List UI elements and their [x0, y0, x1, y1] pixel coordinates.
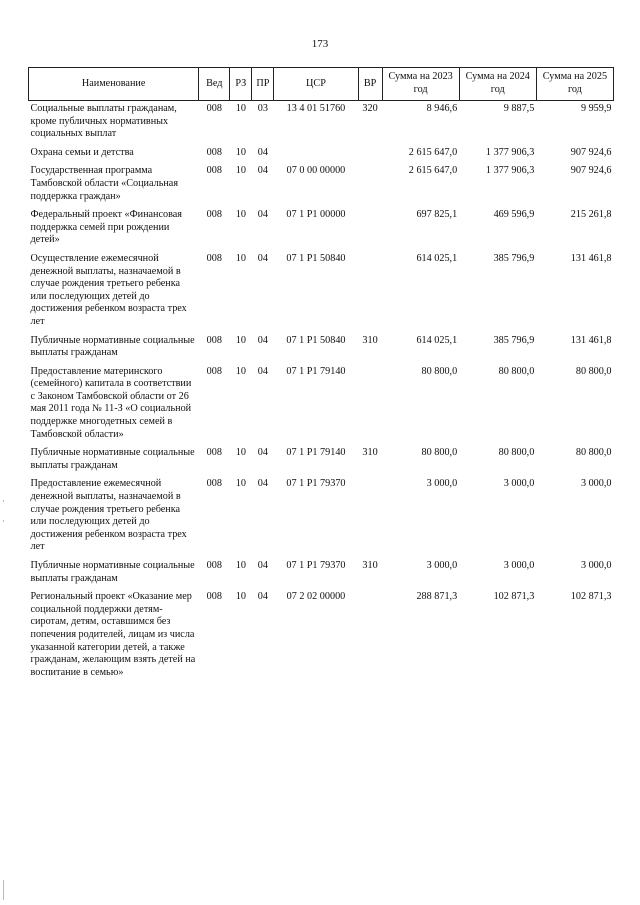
table-body [29, 101, 614, 684]
scan-mark [3, 500, 4, 502]
cell-rz: 10 [235, 252, 246, 264]
cell-sum-2023: 614 025,1 [416, 334, 458, 346]
cell-sum-2025: 3 000,0 [580, 478, 612, 490]
header-vr: ВР [358, 68, 382, 101]
cell-name: Предоставление ежемесячной денежной выплаты, назначаемой в случае рождения третьего ребенка или последующих детей до достижения ребенком возраста трех лет [30, 478, 187, 553]
cell-vr: 310 [362, 334, 378, 346]
cell-sum-2023: 697 825,1 [416, 209, 458, 221]
cell-sum-2025: 131 461,8 [570, 252, 612, 264]
cell-ved: 008 [206, 146, 222, 158]
table-row [29, 364, 614, 446]
cell-sum-2023: 288 871,3 [416, 591, 458, 603]
cell-sum-2023: 3 000,0 [426, 560, 458, 571]
cell-sum-2023: 2 615 647,0 [408, 146, 458, 158]
header-csr: ЦСР [274, 68, 358, 101]
cell-rz: 10 [235, 478, 246, 490]
cell-vr: 320 [362, 103, 378, 114]
cell-vr: 310 [362, 447, 378, 459]
cell-csr: 07 1 P1 50840 [286, 252, 346, 264]
page-number: 173 [311, 38, 329, 50]
cell-ved: 008 [206, 447, 222, 459]
cell-name: Публичные нормативные социальные выплаты гражданам [30, 560, 195, 584]
cell-rz: 10 [235, 209, 246, 221]
cell-ved: 008 [206, 365, 222, 377]
table-row [29, 558, 614, 589]
cell-csr: 07 1 P1 79140 [286, 447, 346, 459]
table-row [29, 445, 614, 476]
cell-sum-2024: 1 377 906,3 [485, 165, 535, 177]
cell-ved: 008 [206, 209, 222, 221]
cell-vr [358, 251, 382, 333]
cell-ved: 008 [206, 334, 222, 346]
cell-sum-2024: 80 800,0 [498, 365, 535, 377]
cell-vr [358, 163, 382, 207]
cell-sum-2024: 80 800,0 [498, 447, 535, 459]
cell-name: Публичные нормативные социальные выплаты гражданам [30, 334, 195, 359]
cell-csr: 07 1 P1 79140 [286, 365, 346, 377]
cell-rz: 10 [235, 447, 246, 459]
cell-sum-2025: 3 000,0 [580, 560, 612, 571]
cell-csr [274, 145, 358, 164]
cell-sum-2025: 907 924,6 [570, 146, 612, 158]
table-row [29, 207, 614, 251]
table-row [29, 101, 614, 145]
header-sum-2023: Сумма на 2023 год [382, 68, 459, 101]
scan-mark [3, 520, 4, 522]
cell-pr: 04 [257, 447, 268, 459]
cell-sum-2024: 469 596,9 [493, 209, 535, 221]
header-rz: РЗ [230, 68, 252, 101]
table-row [29, 163, 614, 207]
cell-sum-2025: 9 959,9 [580, 103, 612, 114]
cell-rz: 10 [235, 365, 246, 377]
cell-csr: 07 1 P1 79370 [286, 560, 346, 571]
cell-sum-2025: 80 800,0 [575, 447, 612, 459]
cell-ved: 008 [206, 591, 222, 603]
cell-name: Федеральный проект «Финансовая поддержка семей при рождении детей» [30, 209, 182, 246]
cell-pr: 04 [257, 146, 268, 158]
cell-sum-2023: 8 946,6 [426, 103, 458, 114]
cell-pr: 04 [257, 478, 268, 490]
cell-csr: 07 2 02 00000 [286, 591, 346, 603]
cell-sum-2023: 614 025,1 [416, 252, 458, 264]
cell-csr: 07 1 P1 00000 [286, 209, 346, 221]
header-sum-2024: Сумма на 2024 год [459, 68, 536, 101]
cell-pr: 04 [257, 591, 268, 603]
cell-sum-2023: 80 800,0 [421, 365, 458, 377]
cell-rz: 10 [235, 103, 246, 114]
cell-rz: 10 [235, 334, 246, 346]
cell-name: Региональный проект «Оказание мер социальной поддержки детям-сиротам, детям, оставшимся без попечения родителей, лицам из числа указанной категории детей, а также гражданам, желающим взять детей на воспитание в семью» [30, 591, 196, 678]
budget-table [28, 67, 614, 683]
cell-pr: 04 [257, 334, 268, 346]
cell-sum-2023: 80 800,0 [421, 447, 458, 459]
cell-name: Публичные нормативные социальные выплаты гражданам [30, 447, 195, 471]
cell-name: Осуществление ежемесячной денежной выплаты, назначаемой в случае рождения третьего ребенка или последующих детей до достижения ребенком возраста трех лет [30, 252, 187, 327]
cell-sum-2023: 2 615 647,0 [408, 165, 458, 177]
cell-sum-2023: 3 000,0 [426, 478, 458, 490]
cell-vr [358, 589, 382, 683]
cell-rz: 10 [235, 165, 246, 177]
cell-ved: 008 [206, 165, 222, 177]
table-row [29, 589, 614, 683]
table-row [29, 251, 614, 333]
header-ved: Вед [199, 68, 230, 101]
cell-pr: 03 [257, 103, 268, 114]
cell-csr: 07 1 P1 50840 [286, 334, 346, 346]
cell-sum-2024: 3 000,0 [503, 478, 535, 490]
cell-rz: 10 [235, 591, 246, 603]
cell-ved: 008 [206, 478, 222, 490]
cell-vr: 310 [362, 560, 378, 571]
cell-sum-2025: 131 461,8 [570, 334, 612, 346]
cell-name: Социальные выплаты гражданам, кроме публичных нормативных социальных выплат [30, 103, 177, 140]
cell-sum-2024: 3 000,0 [503, 560, 535, 571]
table-header-row [29, 68, 614, 101]
cell-name: Предоставление материнского (семейного) капитала в соответствии с Законом Тамбовской области от 26 мая 2011 года № 11-З «О социальной поддержке многодетных семей в Тамбовской области» [30, 365, 192, 440]
cell-name: Охрана семьи и детства [30, 146, 134, 158]
cell-csr: 07 0 00 00000 [286, 165, 346, 177]
cell-sum-2025: 907 924,6 [570, 165, 612, 177]
cell-pr: 04 [257, 165, 268, 177]
header-sum-2025: Сумма на 2025 год [536, 68, 613, 101]
cell-sum-2024: 9 887,5 [503, 103, 535, 114]
cell-ved: 008 [206, 103, 222, 114]
cell-ved: 008 [206, 560, 222, 571]
cell-vr [358, 364, 382, 446]
cell-csr: 13 4 01 51760 [286, 103, 346, 114]
cell-sum-2024: 385 796,9 [493, 252, 535, 264]
cell-vr [358, 476, 382, 558]
cell-ved: 008 [206, 252, 222, 264]
table-row [29, 145, 614, 164]
table-row [29, 333, 614, 364]
cell-sum-2024: 385 796,9 [493, 334, 535, 346]
cell-sum-2024: 102 871,3 [493, 591, 535, 603]
cell-name: Государственная программа Тамбовской области «Социальная поддержка граждан» [30, 165, 178, 202]
cell-csr: 07 1 P1 79370 [286, 478, 346, 490]
cell-sum-2025: 80 800,0 [575, 365, 612, 377]
cell-pr: 04 [257, 365, 268, 377]
cell-vr [358, 207, 382, 251]
cell-pr: 04 [257, 209, 268, 221]
header-name: Наименование [29, 68, 199, 101]
cell-sum-2025: 102 871,3 [570, 591, 612, 603]
table-row [29, 476, 614, 558]
scan-mark [3, 880, 4, 900]
cell-sum-2025: 215 261,8 [570, 209, 612, 221]
cell-vr [358, 145, 382, 164]
cell-pr: 04 [257, 252, 268, 264]
cell-rz: 10 [235, 560, 246, 571]
cell-sum-2024: 1 377 906,3 [485, 146, 535, 158]
header-pr: ПР [252, 68, 274, 101]
cell-pr: 04 [257, 560, 268, 571]
cell-rz: 10 [235, 146, 246, 158]
